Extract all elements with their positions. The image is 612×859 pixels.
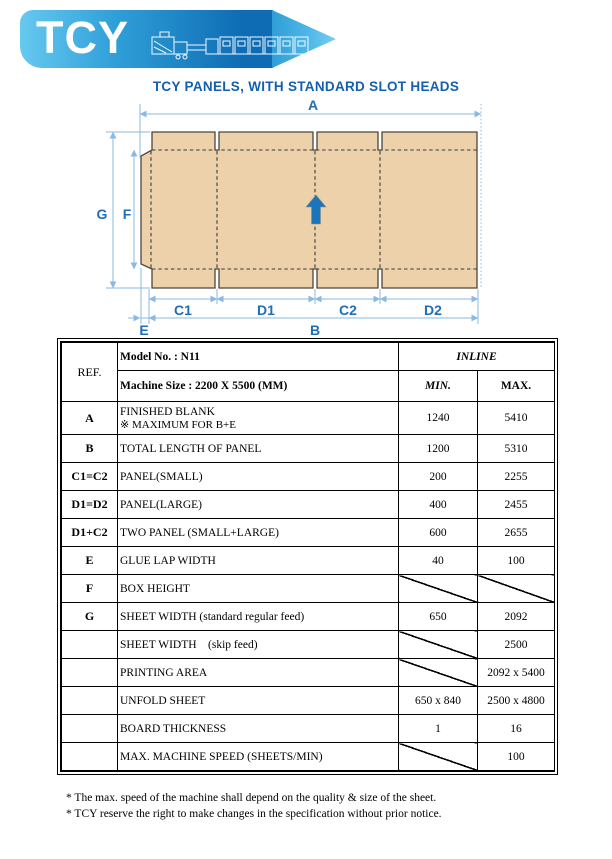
min-cell: 40 <box>399 547 478 575</box>
machine-size-cell: Machine Size : 2200 X 5500 (MM) <box>118 371 399 402</box>
panel-diagram <box>0 95 612 345</box>
spec-row <box>62 491 555 519</box>
dim-label-f: F <box>122 206 132 222</box>
ref-cell <box>62 631 118 659</box>
desc-cell: BOX HEIGHT <box>118 575 399 603</box>
min-cell: 1240 <box>399 402 478 435</box>
spec-row <box>62 603 555 631</box>
ref-header-cell: REF. <box>62 343 118 402</box>
spec-row <box>62 463 555 491</box>
max-cell: 2655 <box>478 519 555 547</box>
spec-row <box>62 519 555 547</box>
header-row-2 <box>62 371 555 402</box>
na-slash-cell <box>399 743 478 771</box>
min-cell: 650 <box>399 603 478 631</box>
footnotes <box>66 790 586 822</box>
spec-table <box>61 342 555 771</box>
dim-label-d2: D2 <box>424 302 442 318</box>
max-cell: 16 <box>478 715 555 743</box>
spec-row <box>62 402 555 435</box>
spec-row <box>62 631 555 659</box>
min-cell: 1 <box>399 715 478 743</box>
max-cell: 2092 x 5400 <box>478 659 555 687</box>
spec-row <box>62 743 555 771</box>
max-cell: 5410 <box>478 402 555 435</box>
machine-line-drawing-icon <box>150 30 322 62</box>
dim-label-b: B <box>309 322 321 338</box>
ref-cell: D1+C2 <box>62 519 118 547</box>
desc-cell: PANEL(LARGE) <box>118 491 399 519</box>
min-header-cell: MIN. <box>399 371 478 402</box>
desc-cell: BOARD THICKNESS <box>118 715 399 743</box>
desc-line2: ※ MAXIMUM FOR B+E <box>120 418 236 431</box>
max-cell: 2255 <box>478 463 555 491</box>
max-cell: 2500 <box>478 631 555 659</box>
max-cell: 5310 <box>478 435 555 463</box>
ref-cell: C1=C2 <box>62 463 118 491</box>
inline-header-cell: INLINE <box>399 343 555 371</box>
desc-cell: SHEET WIDTH (skip feed) <box>118 631 399 659</box>
desc-cell: MAX. MACHINE SPEED (SHEETS/MIN) <box>118 743 399 771</box>
tcy-wordmark: TCY <box>36 12 129 63</box>
min-cell: 200 <box>399 463 478 491</box>
dim-label-c1: C1 <box>174 302 192 318</box>
max-cell: 2455 <box>478 491 555 519</box>
min-cell: 1200 <box>399 435 478 463</box>
spec-row <box>62 575 555 603</box>
spec-table-wrap <box>57 338 558 775</box>
desc-cell: SHEET WIDTH (standard regular feed) <box>118 603 399 631</box>
ref-cell: D1=D2 <box>62 491 118 519</box>
desc-line1: FINISHED BLANK <box>120 405 215 418</box>
desc-cell: TWO PANEL (SMALL+LARGE) <box>118 519 399 547</box>
max-header-cell: MAX. <box>478 371 555 402</box>
ref-cell: F <box>62 575 118 603</box>
model-no-cell: Model No. : N11 <box>118 343 399 371</box>
desc-cell: GLUE LAP WIDTH <box>118 547 399 575</box>
desc-cell: PANEL(SMALL) <box>118 463 399 491</box>
spec-row <box>62 547 555 575</box>
dim-label-d1: D1 <box>257 302 275 318</box>
ref-cell: A <box>62 402 118 435</box>
spec-row <box>62 715 555 743</box>
na-slash-cell <box>399 575 478 603</box>
na-slash-cell <box>399 659 478 687</box>
max-cell: 100 <box>478 547 555 575</box>
max-cell: 2092 <box>478 603 555 631</box>
max-cell: 100 <box>478 743 555 771</box>
ref-cell: E <box>62 547 118 575</box>
min-cell: 400 <box>399 491 478 519</box>
na-slash-cell <box>399 631 478 659</box>
footnote-line: * The max. speed of the machine shall depend on the quality & size of the sheet. <box>66 792 437 804</box>
ref-cell <box>62 715 118 743</box>
desc-cell: PRINTING AREA <box>118 659 399 687</box>
desc-cell: TOTAL LENGTH OF PANEL <box>118 435 399 463</box>
ref-cell: B <box>62 435 118 463</box>
min-cell: 600 <box>399 519 478 547</box>
max-cell: 2500 x 4800 <box>478 687 555 715</box>
ref-cell <box>62 687 118 715</box>
spec-row <box>62 435 555 463</box>
dim-label-g: G <box>96 206 108 222</box>
page-title: TCY PANELS, WITH STANDARD SLOT HEADS <box>152 79 460 94</box>
desc-cell: UNFOLD SHEET <box>118 687 399 715</box>
dim-label-e: E <box>139 322 149 338</box>
desc-cell <box>118 402 399 435</box>
footnote-line: * TCY reserve the right to make changes in the specification without prior notice. <box>66 808 442 820</box>
dim-label-c2: C2 <box>339 302 357 318</box>
header-row-1 <box>62 343 555 371</box>
spec-row <box>62 659 555 687</box>
ref-cell: G <box>62 603 118 631</box>
board-blank <box>141 132 477 288</box>
na-slash-cell <box>478 575 555 603</box>
min-cell: 650 x 840 <box>399 687 478 715</box>
ref-cell <box>62 659 118 687</box>
spec-row <box>62 687 555 715</box>
ref-cell <box>62 743 118 771</box>
dim-label-a: A <box>307 97 319 113</box>
